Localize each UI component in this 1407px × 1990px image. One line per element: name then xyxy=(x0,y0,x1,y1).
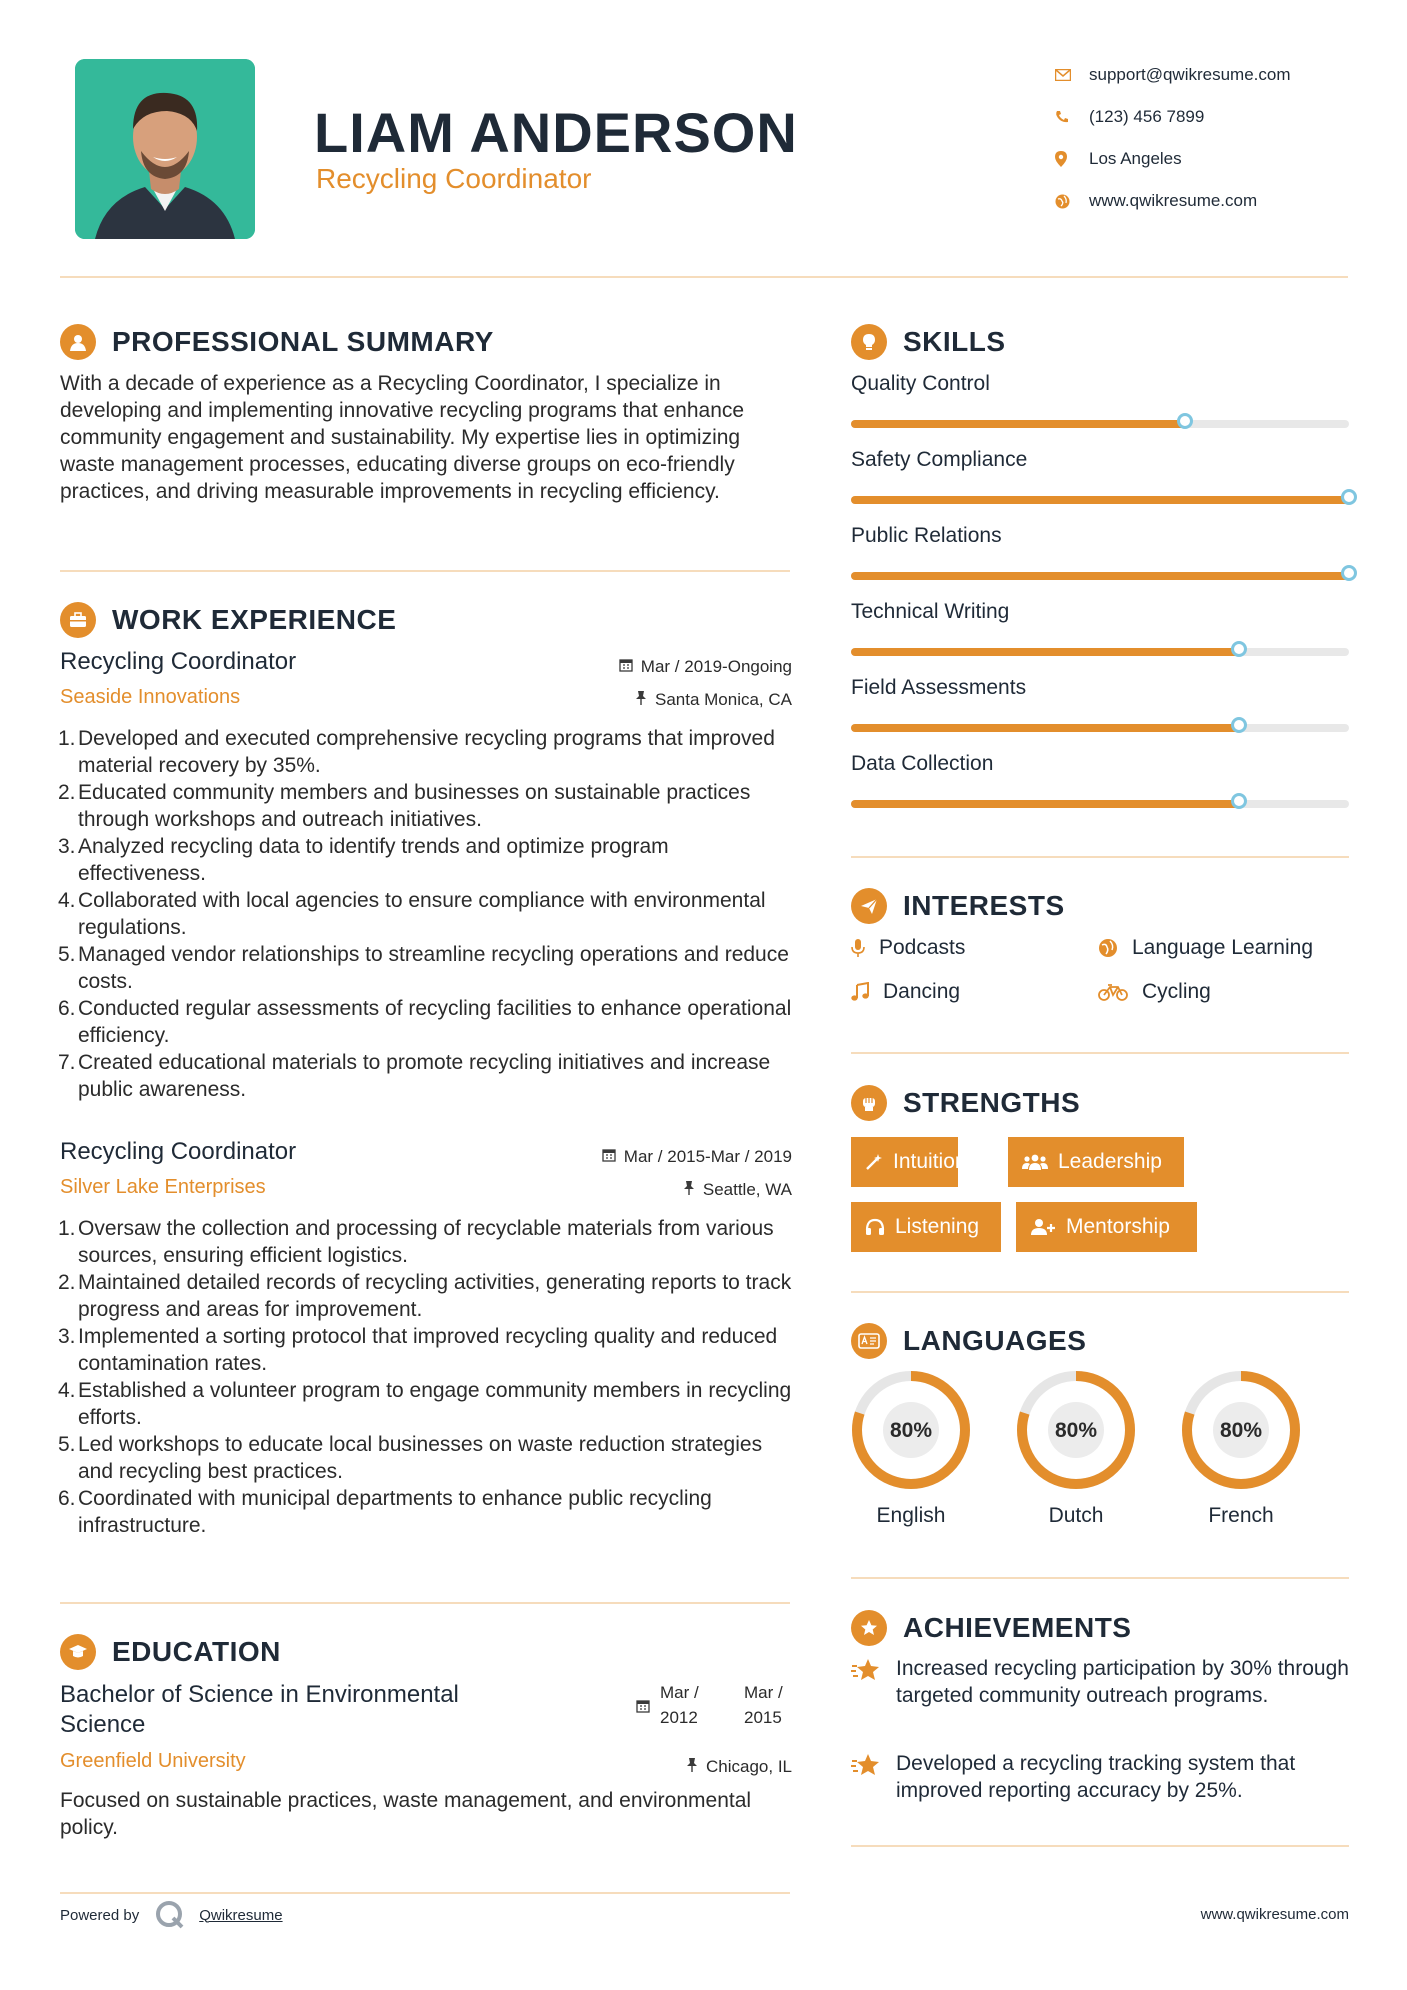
list-item: 2. Maintained detailed records of recycling activities, generating reports to track progress and areas for improvement. xyxy=(58,1271,792,1321)
skill-bar-fill xyxy=(851,420,1185,428)
strength-label: Listening xyxy=(895,1215,980,1238)
list-item: 5. Led workshops to educate local businesses on waste reduction strategies and recycling best practices. xyxy=(58,1433,763,1483)
star-icon xyxy=(851,1655,896,1709)
strengths-title: STRENGTHS xyxy=(903,1087,1081,1118)
contact-phone[interactable] xyxy=(1055,96,1291,138)
experience-title: WORK EXPERIENCE xyxy=(112,604,397,635)
skill-name: Data Collection xyxy=(851,752,994,775)
skill-bar xyxy=(851,800,1349,808)
skill-item xyxy=(851,524,1349,580)
skill-item xyxy=(851,372,1349,428)
calendar-icon xyxy=(602,1147,616,1167)
skill-name: Quality Control xyxy=(851,372,990,395)
calendar-icon xyxy=(619,657,633,677)
education-heading xyxy=(60,1634,281,1670)
skill-item xyxy=(851,752,1349,808)
paper-plane-icon xyxy=(851,888,887,924)
skill-item xyxy=(851,676,1349,732)
education-title: EDUCATION xyxy=(112,1636,281,1667)
list-item: 6. Conducted regular assessments of recycling facilities to enhance operational efficiency. xyxy=(58,997,792,1047)
contact-location xyxy=(1055,138,1291,180)
job-location-text: Seattle, WA xyxy=(702,1179,792,1199)
language-item xyxy=(846,1368,976,1528)
pushpin-icon xyxy=(683,1180,695,1200)
interest-item xyxy=(851,980,960,1004)
contact-email[interactable] xyxy=(1055,54,1291,96)
strength-badge xyxy=(851,1202,1001,1252)
contact-location-text: Los Angeles xyxy=(1089,149,1182,168)
strength-label: Mentorship xyxy=(1066,1215,1170,1238)
list-item: 4. Established a volunteer program to engage community members in recycling efforts. xyxy=(58,1379,792,1429)
skill-name: Public Relations xyxy=(851,524,1002,547)
graduation-cap-icon xyxy=(60,1634,96,1670)
job-title: Recycling Coordinator xyxy=(60,1138,297,1165)
skill-item xyxy=(851,448,1349,504)
job-bullets xyxy=(60,725,792,1103)
interest-item xyxy=(851,936,965,960)
interest-label: Dancing xyxy=(883,980,961,1003)
profile-photo xyxy=(75,59,255,239)
interest-item xyxy=(1098,980,1211,1004)
envelope-icon xyxy=(1055,69,1089,81)
job-bullets xyxy=(60,1215,792,1539)
interests-title: INTERESTS xyxy=(903,890,1065,921)
skill-bar-knob xyxy=(1341,489,1357,505)
interest-label: Cycling xyxy=(1142,980,1211,1003)
language-percent: 80% xyxy=(889,1419,933,1442)
job-entry-2 xyxy=(60,1138,792,1539)
job-meta xyxy=(602,1140,792,1206)
education-start: Mar / 2012 xyxy=(660,1683,699,1727)
skill-bar-knob xyxy=(1177,413,1193,429)
achievements-title: ACHIEVEMENTS xyxy=(903,1612,1132,1643)
star-icon xyxy=(851,1750,896,1804)
phone-icon xyxy=(1055,110,1089,124)
job-location-text: Santa Monica, CA xyxy=(654,689,792,709)
list-item: 2. Educated community members and businesses on sustainable practices through workshops and outreach initiatives. xyxy=(58,781,751,831)
education-end: Mar / 2015 xyxy=(744,1683,783,1727)
skill-bar-knob xyxy=(1341,565,1357,581)
fist-icon xyxy=(851,1085,887,1121)
skill-bar-fill xyxy=(851,572,1349,580)
list-item: 7. Created educational materials to promote recycling initiatives and increase public awareness. xyxy=(58,1051,771,1101)
briefcase-icon xyxy=(60,602,96,638)
job-date-text: Mar / 2019-Ongoing xyxy=(640,656,792,676)
contact-email-text: support@qwikresume.com xyxy=(1089,65,1291,84)
skill-bar-knob xyxy=(1231,717,1247,733)
school-name: Greenfield University xyxy=(60,1750,246,1772)
summary-title: PROFESSIONAL SUMMARY xyxy=(112,326,494,357)
skill-bar-fill xyxy=(851,724,1239,732)
candidate-role: Recycling Coordinator xyxy=(316,163,592,194)
user-plus-icon xyxy=(1030,1218,1056,1236)
skill-name: Safety Compliance xyxy=(851,448,1028,471)
skills-heading xyxy=(851,324,1006,360)
skill-bar xyxy=(851,496,1349,504)
contact-phone-text: (123) 456 7899 xyxy=(1089,107,1205,126)
education-location-row xyxy=(686,1750,792,1783)
music-note-icon xyxy=(851,982,869,1002)
job-company: Silver Lake Enterprises xyxy=(60,1176,266,1198)
powered-by-text: Powered by xyxy=(60,1906,140,1924)
language-card-icon xyxy=(851,1323,887,1359)
footer-website[interactable]: www.qwikresume.com xyxy=(1200,1906,1349,1923)
globe-icon xyxy=(1098,938,1118,958)
language-item xyxy=(1011,1368,1141,1528)
header-divider xyxy=(60,276,1348,278)
skill-item xyxy=(851,600,1349,656)
strength-badge xyxy=(1008,1137,1184,1187)
languages-title: LANGUAGES xyxy=(903,1325,1087,1356)
bicycle-icon xyxy=(1098,983,1128,1001)
job-location xyxy=(602,1173,792,1206)
skill-bar xyxy=(851,648,1349,656)
education-description: Focused on sustainable practices, waste management, and environmental policy. xyxy=(60,1789,752,1839)
degree-title: Bachelor of Science in Environmental Science xyxy=(60,1681,459,1738)
strength-badge xyxy=(1016,1202,1197,1252)
lightbulb-icon xyxy=(851,324,887,360)
job-date-text: Mar / 2015-Mar / 2019 xyxy=(623,1146,792,1166)
magic-wand-icon xyxy=(865,1153,883,1171)
skill-bar-fill xyxy=(851,496,1349,504)
education-entry xyxy=(60,1680,792,1841)
globe-icon xyxy=(1055,194,1089,209)
education-location xyxy=(686,1750,792,1783)
achievement-text: Developed a recycling tracking system that improved reporting accuracy by 25%. xyxy=(896,1752,1296,1802)
achievements-divider xyxy=(851,1845,1349,1847)
language-ring xyxy=(849,1368,973,1492)
users-icon xyxy=(1022,1153,1048,1171)
achievements-heading xyxy=(851,1610,1131,1646)
list-item: 1. Oversaw the collection and processing of recyclable materials from various sources, ensuring efficient logistics. xyxy=(58,1217,774,1267)
language-item xyxy=(1176,1368,1306,1528)
language-name: Dutch xyxy=(1048,1504,1104,1527)
skills-title: SKILLS xyxy=(903,326,1006,357)
achievement-item xyxy=(851,1750,1351,1804)
skill-bar xyxy=(851,420,1349,428)
candidate-name: LIAM ANDERSON xyxy=(314,101,798,164)
language-percent: 80% xyxy=(1219,1419,1263,1442)
summary-divider xyxy=(60,570,790,572)
education-divider xyxy=(60,1892,790,1894)
skill-name: Technical Writing xyxy=(851,600,1010,623)
achievement-text: Increased recycling participation by 30% through targeted community outreach programs. xyxy=(896,1657,1349,1707)
list-item: 3. Implemented a sorting protocol that improved recycling quality and reduced contamination rates. xyxy=(58,1325,778,1375)
job-meta xyxy=(619,650,792,716)
skill-bar-fill xyxy=(851,648,1239,656)
job-entry-1 xyxy=(60,648,792,1103)
interest-item xyxy=(1098,936,1313,960)
pushpin-icon xyxy=(635,690,647,710)
achievement-item xyxy=(851,1655,1351,1709)
job-title: Recycling Coordinator xyxy=(60,648,297,675)
microphone-icon xyxy=(851,938,865,958)
strength-badge xyxy=(851,1137,967,1187)
skill-bar-fill xyxy=(851,800,1239,808)
user-icon xyxy=(60,324,96,360)
brand-link[interactable]: Qwikresume xyxy=(199,1906,283,1924)
list-item: 3. Analyzed recycling data to identify trends and optimize program effectiveness. xyxy=(58,835,669,885)
skills-divider xyxy=(851,856,1349,858)
summary-text: With a decade of experience as a Recycling Coordinator, I specialize in developing and implementing innovative recycling programs that enhance community engagement and sustainability. My expertise lies in optimizing waste management processes, educating diverse groups on eco-friendly practices, and driving measurable improvements in recycling efficiency. xyxy=(60,372,745,503)
pushpin-icon xyxy=(686,1757,698,1777)
job-date xyxy=(602,1140,792,1173)
interest-label: Podcasts xyxy=(879,936,966,959)
footer-powered-by xyxy=(60,1900,283,1930)
list-item: 6. Coordinated with municipal departments to enhance public recycling infrastructure. xyxy=(58,1487,712,1537)
skill-bar-knob xyxy=(1231,641,1247,657)
strengths-divider xyxy=(851,1291,1349,1293)
list-item: 1. Developed and executed comprehensive recycling programs that improved material recovery by 35%. xyxy=(58,727,775,777)
summary-heading xyxy=(60,324,494,360)
language-name: English xyxy=(876,1504,946,1527)
list-item: 5. Managed vendor relationships to streamline recycling operations and reduce costs. xyxy=(58,943,789,993)
skill-bar-knob xyxy=(1231,793,1247,809)
experience-divider xyxy=(60,1602,790,1604)
star-badge-icon xyxy=(851,1610,887,1646)
interest-label: Language Learning xyxy=(1132,936,1314,959)
location-pin-icon xyxy=(1055,151,1089,167)
education-dates xyxy=(636,1680,792,1730)
skill-bar xyxy=(851,572,1349,580)
job-date xyxy=(619,650,792,683)
languages-heading xyxy=(851,1323,1086,1359)
headphones-icon xyxy=(865,1218,885,1236)
contact-list xyxy=(1055,54,1291,222)
calendar-icon xyxy=(636,1698,650,1730)
skill-bar xyxy=(851,724,1349,732)
skill-name: Field Assessments xyxy=(851,676,1027,699)
language-percent: 80% xyxy=(1054,1419,1098,1442)
language-name: French xyxy=(1208,1504,1274,1527)
interests-heading xyxy=(851,888,1065,924)
job-company: Seaside Innovations xyxy=(60,686,241,708)
contact-website-text: www.qwikresume.com xyxy=(1089,191,1258,210)
contact-website[interactable] xyxy=(1055,180,1291,222)
strengths-heading xyxy=(851,1085,1080,1121)
strength-label: Leadership xyxy=(1058,1150,1162,1173)
strength-label: Intuition xyxy=(893,1150,967,1173)
qwikresume-logo-icon xyxy=(155,1900,185,1930)
language-ring xyxy=(1179,1368,1303,1492)
language-ring xyxy=(1014,1368,1138,1492)
interests-divider xyxy=(851,1052,1349,1054)
list-item: 4. Collaborated with local agencies to ensure compliance with environmental regulations. xyxy=(58,889,766,939)
languages-divider xyxy=(851,1577,1349,1579)
experience-heading xyxy=(60,602,396,638)
education-location-text: Chicago, IL xyxy=(706,1756,792,1776)
job-location xyxy=(619,683,792,716)
